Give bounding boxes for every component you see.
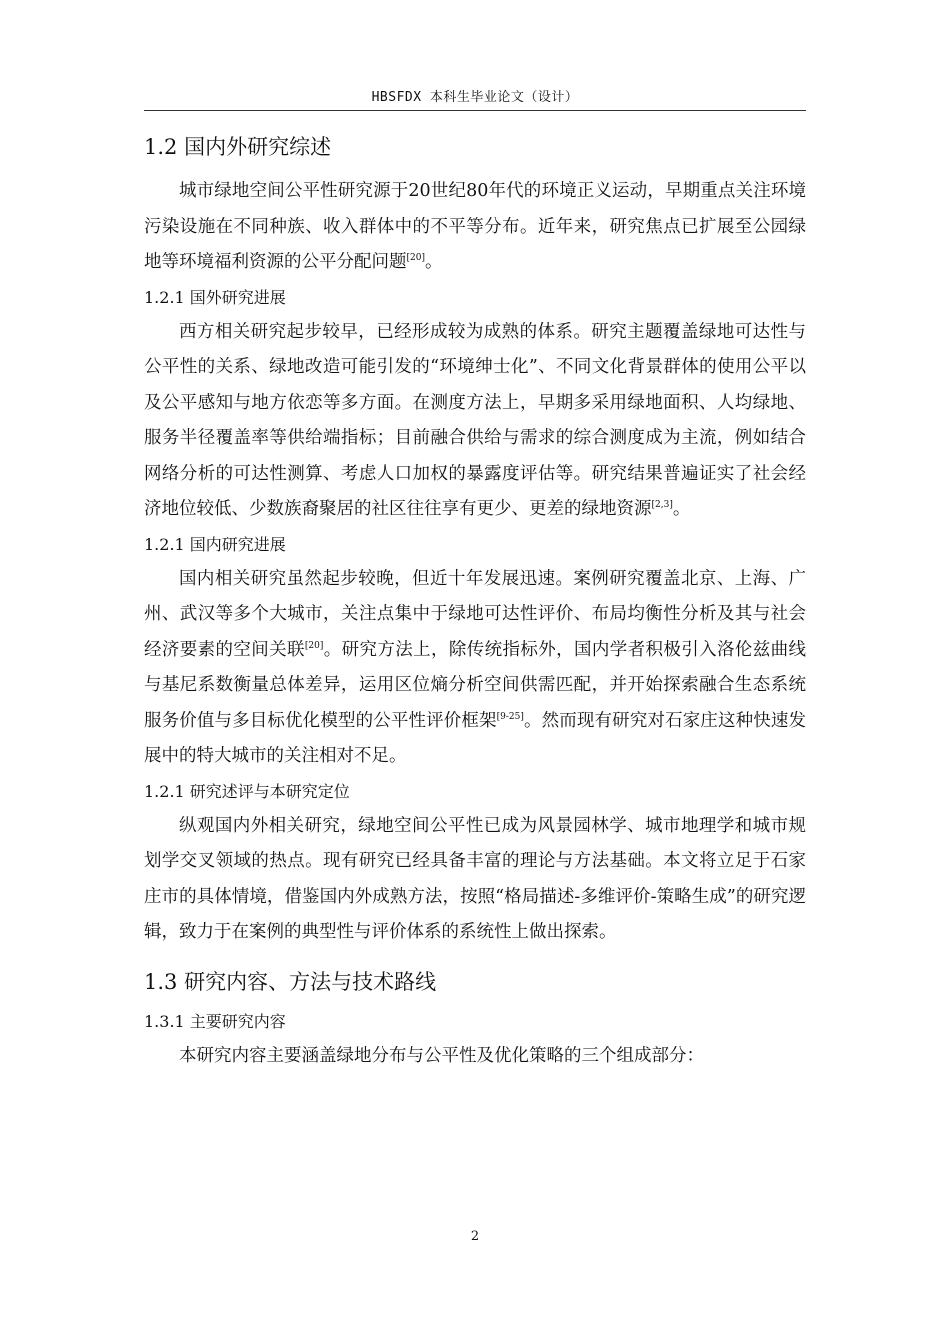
paragraph-text: 西方相关研究起步较早，已经形成较为成熟的体系。研究主题覆盖绿地可达性与公平性的关系、绿地改造可能引发的“环境绅士化”、不同文化背景群体的使用公平以及公平感知与地方依恋等多方面。在测度方法上，早期多采用绿地面积、人均绿地、服务半径覆盖率等供给端指标；目前融合供给与需求的综合测度成为主流，例如结合网络分析的可达性测算、考虑人口加权的暴露度评估等。研究结果普遍证实了社会经济地位较低、少数族裔聚居的社区往往享有更少、更差的绿地资源 — [144, 321, 806, 519]
paragraph-text: 国内相关研究虽然起步较晚，但近十年发展迅速。案例研究覆盖北京、上海、广州、武汉等多个大城市，关注点集中于绿地可达性评价、布局均衡性分析及其与社会经济要素的空间关联 — [144, 568, 806, 660]
paragraph-end: 。 — [672, 499, 691, 519]
subsection-heading-domestic: 1.2.1 国内研究进展 — [144, 534, 286, 554]
paragraph-text: 。研究方法上，除传统指标外，国内学者积极引入洛伦兹曲线与基尼系数衡量总体差异，运用区位熵分析空间供需匹配，并开始探索融合生态系统服务价值与多目标优化模型的公平性评价框架 — [144, 639, 807, 731]
paragraph-text: 城市绿地空间公平性研究源于20世纪80年代的环境正义运动，早期重点关注环境污染设施在不同种族、收入群体中的不平等分布。近年来，研究焦点已扩展至公园绿地等环境福利资源的公平分配问题 — [144, 181, 806, 272]
paragraph-review: 纵观国内外相关研究，绿地空间公平性已成为风景园林学、城市地理学和城市规划学交叉领域的热点。现有研究已经具备丰富的理论与方法基础。本文将立足于石家庄市的具体情境，借鉴国内外成熟方法，按照“格局描述-多维评价-策略生成”的研究逻辑，致力于在案例的典型性与评价体系的系统性上做出探索。 — [144, 815, 806, 942]
citation: [9-25] — [496, 711, 524, 722]
citation: [20] — [304, 640, 324, 651]
page-number: 2 — [470, 1229, 480, 1244]
subsection-heading-1-3-1: 1.3.1 主要研究内容 — [144, 1011, 286, 1031]
paragraph-text: 。然而现有研究对石家庄这种快速发展中的特大城市的关注相对不足。 — [144, 710, 807, 766]
paragraph-foreign — [144, 315, 806, 528]
section-heading-1-2: 1.2 国内外研究综述 — [144, 135, 332, 159]
citation: [2,3] — [651, 500, 673, 510]
running-header: HBSFDX 本科生毕业论文（设计） — [371, 90, 579, 105]
citation: [20] — [406, 253, 425, 263]
paragraph-end: 。 — [424, 252, 443, 272]
paragraph-1-2-intro — [144, 174, 806, 281]
subsection-heading-foreign: 1.2.1 国外研究进展 — [144, 287, 286, 307]
subsection-heading-review: 1.2.1 研究述评与本研究定位 — [144, 781, 350, 801]
section-heading-1-3: 1.3 研究内容、方法与技术路线 — [144, 969, 437, 994]
paragraph-domestic — [144, 562, 806, 775]
header-rule — [144, 110, 806, 111]
page-content — [144, 128, 806, 1074]
paragraph-1-3-1: 本研究内容主要涵盖绿地分布与公平性及优化策略的三个组成部分： — [179, 1045, 704, 1066]
